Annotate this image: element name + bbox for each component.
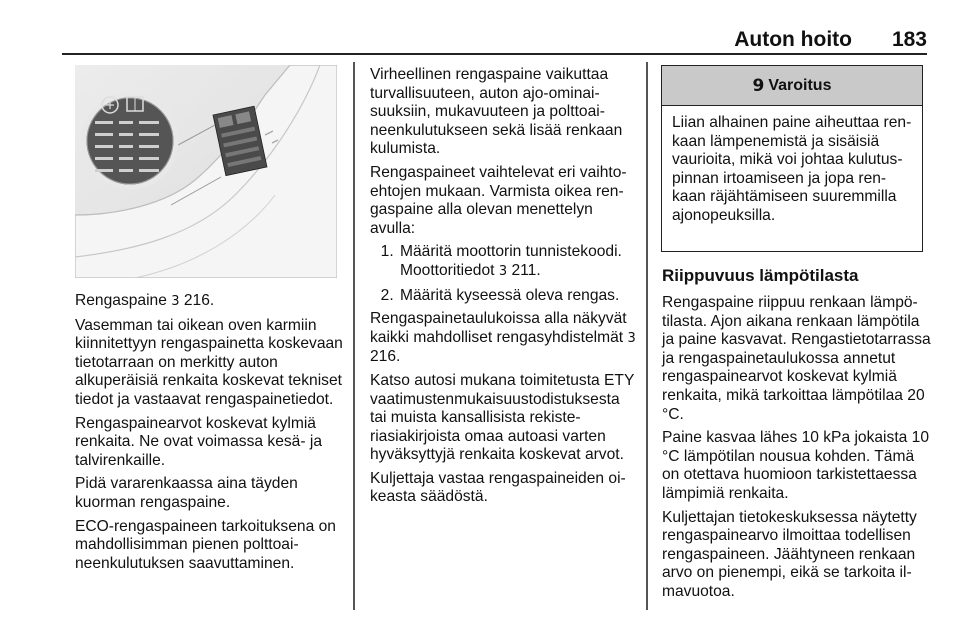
chapter-title: Auton hoito: [734, 28, 852, 51]
paragraph: Kuljettaja vastaa rengaspaineiden oikeasta säädöstä.: [370, 469, 626, 506]
warning-text: Liian alhainen paine aiheuttaa renkaan lämpenemistä ja sisäisiä vaurioita, mikä voi johtaa kulutuspinnan irtoamiseen ja jopa renkaan räjähtämiseen suuremmilla ajonopeuksilla.: [672, 114, 912, 224]
xref-text: Rengaspaine: [75, 292, 167, 309]
column-middle: [370, 66, 636, 512]
paragraph: ECO-rengaspaineen tarkoituksena on mahdollisimman pienen polttoaineenkulutuksen saavuttaminen.: [75, 517, 336, 572]
column-divider: [353, 62, 355, 610]
column-left: [75, 292, 345, 578]
paragraph: Pidä vararenkaassa aina täyden kuorman rengaspaine.: [75, 475, 298, 511]
paragraph: Katso autosi mukana toimitetusta ETY vaatimustenmukaisuustodistuksesta tai muista kansallisista rekisteriasiakirjoista omaa autoasi varten hyväksyttyjä renkaita koskevat arvot.: [370, 371, 635, 464]
paragraph: Rengaspaine riippuu renkaan lämpötilasta. Ajon aikana renkaan lämpötila ja paine kasvavat. Rengastietotarrassa ja rengaspainetaulukossa annetut rengaspainearvot koskevat kylmiä renkaita, mikä tarkoittaa lämpötilaa 20 °C.: [662, 294, 931, 423]
column-right: [662, 266, 932, 607]
page-header: [0, 0, 960, 60]
section-heading: Riippuvuus lämpötilasta: [662, 266, 859, 285]
warning-triangle-icon: 9: [752, 75, 765, 96]
cross-reference: [75, 292, 345, 312]
step-item: 2. Määritä kyseessä oleva rengas.: [398, 287, 636, 306]
warning-box: [661, 65, 923, 252]
column-divider: [646, 62, 648, 610]
step-item: [398, 243, 636, 281]
step-text: Määritä moottorin tunnistekoodi.: [400, 243, 622, 261]
paragraph: Virheellinen rengaspaine vaikuttaa turvallisuuteen, auton ajo-ominaisuuksiin, mukavuuteen ja polttoaineenkulutukseen sekä lisää renkaan kulumista.: [370, 66, 623, 158]
xref-text: Moottoritiedot: [400, 261, 495, 279]
paragraph: Vasemman tai oikean oven karmiin kiinnitettyyn rengaspainetta koskevaan tietotarraan on merkitty auton alkuperäisiä renkaita koskevat tekniset tiedot ja vastaavat rengaspainetiedot.: [75, 316, 343, 408]
paragraph: Rengaspainearvot koskevat kylmiä renkaita. Ne ovat voimassa kesä- ja talvirenkaille.: [75, 414, 323, 469]
procedure-steps: [370, 243, 636, 305]
xref-arrow-icon: 3: [171, 294, 180, 309]
xref-page[interactable]: 211.: [511, 261, 541, 279]
tire-label-drawing: [75, 65, 337, 278]
paragraph: [370, 310, 636, 367]
xref-page[interactable]: 216.: [183, 292, 215, 309]
page-number: 183: [891, 28, 927, 51]
paragraph: Rengaspaineet vaihtelevat eri vaihtoehtojen mukaan. Varmista oikea rengaspaine alla olevan menettelyn avulla:: [370, 163, 627, 237]
header-rule: [62, 53, 927, 55]
xref-arrow-icon: 3: [627, 330, 636, 346]
paragraph-text: Rengaspainetaulukoissa alla näkyvät kaikki mahdolliset rengasyhdistelmät: [370, 310, 627, 346]
paragraph: Kuljettajan tietokeskuksessa näytetty rengaspainearvo ilmoittaa todellisen rengaspaineen. Jäähtyneen renkaan arvo on pienempi, eikä se tarkoita ilmavuotoa.: [662, 508, 917, 600]
xref-arrow-icon: 3: [498, 263, 508, 279]
xref-page[interactable]: 216.: [370, 348, 401, 366]
tire-label-illustration: [75, 65, 337, 278]
paragraph: Paine kasvaa lähes 10 kPa jokaista 10 °C lämpötilan nousua kohden. Tämä on otettava huomioon tarkistettaessa lämpimiä renkaita.: [662, 429, 929, 502]
warning-header: [662, 66, 922, 106]
warning-title: Varoitus: [768, 76, 832, 94]
